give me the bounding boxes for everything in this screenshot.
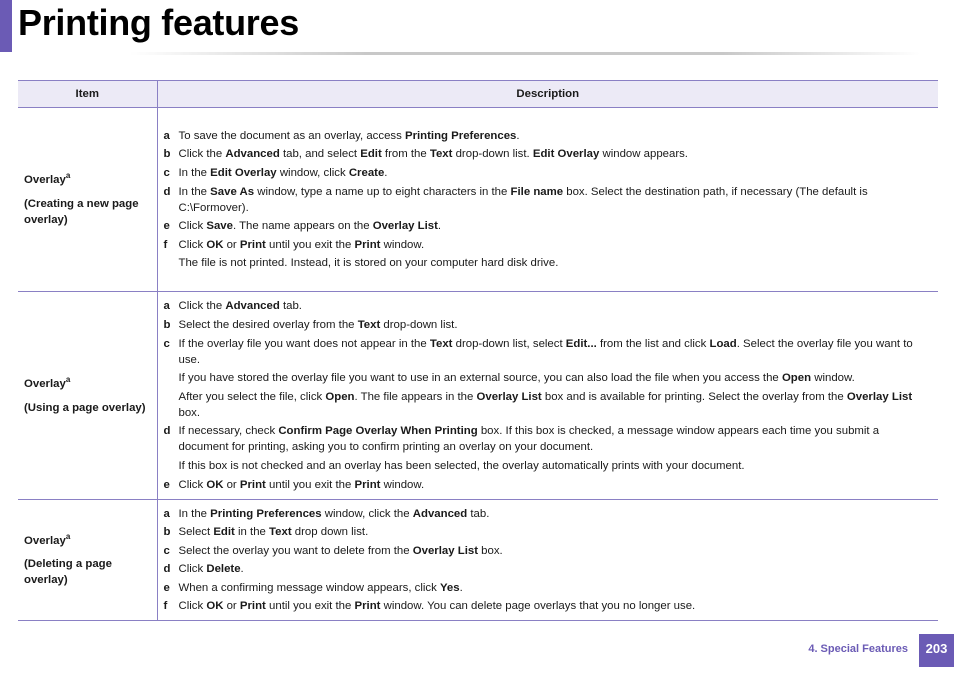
step-item <box>164 146 933 162</box>
step-item <box>164 317 933 333</box>
step-letter: d <box>163 563 171 576</box>
table-row <box>18 292 938 500</box>
step-letter: b <box>163 148 171 161</box>
step-letter: b <box>163 526 171 539</box>
description-cell <box>157 108 938 292</box>
item-subtitle: (Using a page overlay) <box>24 401 146 414</box>
description-cell <box>157 500 938 621</box>
step-text: Click OK or Print until you exit the Print window. <box>178 478 425 491</box>
step-text: To save the document as an overlay, access Printing Preferences. <box>178 129 520 142</box>
step-item <box>164 370 933 386</box>
step-letter: e <box>163 220 170 233</box>
item-name <box>24 171 151 186</box>
step-letter: a <box>163 300 170 313</box>
step-text: Select the desired overlay from the Text drop-down list. <box>178 319 458 332</box>
step-item <box>164 237 933 253</box>
step-text: If the overlay file you want does not appear in the Text drop-down list, select Edit... from the list and click Load. Select the overlay file you want to use. <box>178 337 913 366</box>
overlay-features-table <box>18 80 938 621</box>
step-text: If this box is not checked and an overlay has been selected, the overlay automatically prints with your document. <box>178 459 745 472</box>
step-item <box>164 506 933 522</box>
step-text: If necessary, check Confirm Page Overlay When Printing box. If this box is checked, a message window appears each time you submit a document for printing, asking you to confirm printing an overlay on your document. <box>178 425 880 454</box>
description-cell <box>157 292 938 500</box>
step-item <box>164 423 933 455</box>
step-item <box>164 561 933 577</box>
step-text: Click Save. The name appears on the Overlay List. <box>178 220 442 233</box>
item-cell <box>18 292 157 500</box>
item-name-text: Overlay <box>24 377 66 390</box>
step-text: Click OK or Print until you exit the Print window. <box>178 238 425 251</box>
item-subtitle: (Deleting a page overlay) <box>24 558 112 587</box>
step-letter: c <box>163 544 170 557</box>
footnote-marker: a <box>65 531 71 541</box>
title-divider <box>130 52 920 55</box>
step-letter: a <box>163 507 170 520</box>
item-subtitle: (Creating a new page overlay) <box>24 197 139 226</box>
page-number-badge: 203 <box>919 634 954 667</box>
step-item <box>164 477 933 493</box>
title-accent-bar <box>0 0 12 52</box>
item-cell <box>18 108 157 292</box>
step-item <box>164 580 933 596</box>
step-text: In the Printing Preferences window, click the Advanced tab. <box>178 507 490 520</box>
step-letter: e <box>163 581 170 594</box>
item-name <box>24 532 151 547</box>
step-item <box>164 598 933 614</box>
footnote-marker: a <box>65 375 71 385</box>
table-row <box>18 108 938 292</box>
step-text: In the Save As window, type a name up to eight characters in the File name box. Select the destination path, if necessary (The default is C:\Formover). <box>178 185 868 214</box>
step-letter: f <box>163 600 168 613</box>
step-text: When a confirming message window appears, click Yes. <box>178 581 463 594</box>
footnote-marker: a <box>65 171 71 181</box>
step-text: If you have stored the overlay file you want to use in an external source, you can also load the file when you access the Open window. <box>178 372 855 385</box>
item-cell <box>18 500 157 621</box>
step-item <box>164 524 933 540</box>
step-item <box>164 218 933 234</box>
step-text: Click the Advanced tab. <box>178 300 302 313</box>
table-header-row <box>18 81 938 108</box>
item-name-text: Overlay <box>24 173 66 186</box>
step-item <box>164 298 933 314</box>
step-text: In the Edit Overlay window, click Create. <box>178 166 388 179</box>
step-letter: f <box>163 238 168 251</box>
step-letter: d <box>163 185 171 198</box>
step-letter: c <box>163 337 170 350</box>
step-letter <box>164 389 179 421</box>
step-text: Click Delete. <box>178 563 244 576</box>
step-item <box>164 458 933 474</box>
step-item <box>164 543 933 559</box>
table-row <box>18 500 938 621</box>
item-name <box>24 375 151 390</box>
step-letter: e <box>163 478 170 491</box>
step-item <box>164 165 933 181</box>
step-text: Select Edit in the Text drop down list. <box>178 526 369 539</box>
step-letter <box>164 255 179 271</box>
step-item <box>164 255 933 271</box>
table-body <box>18 108 938 621</box>
page-title: Printing features <box>18 2 299 43</box>
step-letter: d <box>163 425 171 438</box>
step-letter: b <box>163 319 171 332</box>
footer-section-label: 4. Special Features <box>808 643 908 655</box>
step-letter: c <box>163 166 170 179</box>
item-name-text: Overlay <box>24 534 66 547</box>
step-text: Select the overlay you want to delete from the Overlay List box. <box>178 544 503 557</box>
column-header-item: Item <box>18 81 157 108</box>
step-text: The file is not printed. Instead, it is stored on your computer hard disk drive. <box>178 257 559 270</box>
step-letter: a <box>163 129 170 142</box>
step-item <box>164 184 933 216</box>
column-header-description: Description <box>157 81 938 108</box>
step-item <box>164 389 933 421</box>
step-item <box>164 128 933 144</box>
step-text: Click the Advanced tab, and select Edit from the Text drop-down list. Edit Overlay window appears. <box>178 148 688 161</box>
step-item <box>164 336 933 368</box>
step-text: After you select the file, click Open. The file appears in the Overlay List box and is available for printing. Select the overlay from the Overlay List box. <box>178 390 913 419</box>
step-letter <box>164 458 179 474</box>
step-text: Click OK or Print until you exit the Print window. You can delete page overlays that you no longer use. <box>178 600 696 613</box>
step-letter <box>164 370 179 386</box>
